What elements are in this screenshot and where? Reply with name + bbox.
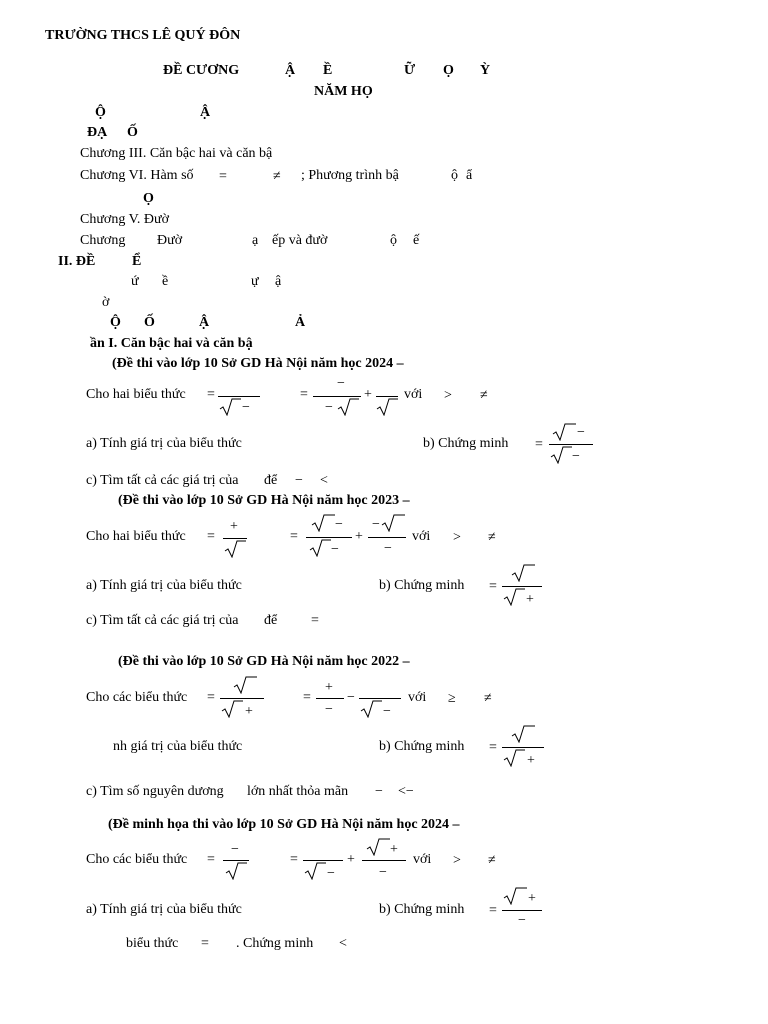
problem-1-part-c: c) Tìm tất cả các giá trị của [86, 473, 239, 488]
problem-3-part-a: nh giá trị của biểu thức [113, 739, 243, 754]
problem-1-sym-2: − [242, 400, 250, 415]
problem-1-with: với [404, 387, 423, 402]
problem-3-sym-4: + [325, 680, 333, 695]
problem-4-sym-4: − [327, 866, 335, 881]
problem-1-part-a: a) Tính giá trị của biểu thức [86, 436, 242, 451]
sqrt-sign-icon [511, 725, 535, 743]
sqrt-sign-icon [304, 862, 326, 880]
doc-title-3: Ề [323, 63, 333, 78]
sqrt-sign-icon [503, 588, 525, 606]
problem-1-part-b: b) Chứng minh [423, 436, 509, 451]
problem-1-sym-3: = [300, 387, 308, 402]
sqrt-sign-icon [552, 423, 576, 441]
problem-2-sym-3: = [290, 529, 298, 544]
fraction-bar [223, 860, 249, 861]
chapter-6-c: ộ [451, 168, 458, 183]
problem-2-sym-9: > [453, 530, 461, 545]
problem-4-part-c: biểu thức [126, 936, 179, 951]
problem-1-b-sym-3: − [572, 449, 580, 464]
problem-4-sym-1: = [207, 852, 215, 867]
doc-subtitle: NĂM HỌ [314, 84, 373, 99]
problem-1-sym-1: = [207, 387, 215, 402]
problem-2-source: (Đề thi vào lớp 10 Sở GD Hà Nội năm học 2023 – [118, 493, 410, 508]
problem-4-sym-9: ≠ [488, 853, 496, 868]
problem-3-c-tail: lớn nhất thỏa mãn [247, 784, 349, 799]
problem-3-sym-7: − [383, 704, 391, 719]
sqrt-sign-icon [550, 446, 572, 464]
fraction-bar [223, 538, 247, 539]
fraction-bar [502, 586, 542, 587]
problem-1-sym-6: + [364, 387, 372, 402]
part2-line-b: ề [162, 274, 169, 289]
problem-4-part-a: a) Tính giá trị của biểu thức [86, 902, 242, 917]
fraction-bar [218, 396, 260, 397]
problem-4-part-b: b) Chứng minh [379, 902, 465, 917]
problem-3-with: với [408, 690, 427, 705]
problem-3-part-c: c) Tìm số nguyên dương [86, 784, 224, 799]
problem-3-sym-8: ≥ [448, 691, 456, 706]
problem-3-sym-5: − [325, 702, 333, 717]
sqrt-sign-icon [219, 398, 241, 416]
problem-3-b-sym-2: + [527, 753, 535, 768]
problem-2-with: với [412, 529, 431, 544]
algebra-heading-a: ĐẠ [87, 125, 108, 140]
sqrt-sign-icon [233, 676, 257, 694]
problem-2-sym-10: ≠ [488, 530, 496, 545]
doc-title-1: ĐỀ CƯƠNG [163, 63, 240, 78]
part2-sub-b: Ố [144, 315, 155, 330]
problem-4-b-sym-3: − [518, 913, 526, 928]
chapter-6-eq: = [219, 169, 227, 184]
problem-4-b-sym-1: = [489, 903, 497, 918]
fraction-bar [306, 537, 352, 538]
fraction-bar [316, 698, 344, 699]
geometry-heading: Ọ [143, 191, 154, 206]
part2-heading-a: II. ĐỀ [58, 254, 96, 269]
part2-heading-b: Ể [132, 254, 142, 269]
sqrt-sign-icon [311, 514, 335, 532]
sqrt-sign-icon [221, 700, 243, 718]
sqrt-sign-icon [366, 838, 390, 856]
problem-4-sym-3: = [290, 852, 298, 867]
fraction-bar [502, 747, 544, 748]
algebra-heading-b: Ố [127, 125, 138, 140]
chapter-line-d: ếp và đườ [272, 233, 328, 248]
part2-sub-a: Ộ [110, 315, 121, 330]
chapter-6: Chương VI. Hàm số [80, 168, 194, 183]
problem-2-b-sym-1: = [489, 579, 497, 594]
sqrt-sign-icon [381, 514, 405, 532]
doc-title-4: Ữ [404, 63, 416, 78]
problem-2-sym-2: + [230, 519, 238, 534]
fraction-bar [502, 910, 542, 911]
part2-line-c: ự [251, 274, 259, 289]
sqrt-sign-icon [511, 564, 535, 582]
problem-1-sym-4: − [337, 376, 345, 391]
doc-title-2: Ậ [285, 63, 296, 78]
problem-4-given: Cho các biểu thức [86, 852, 188, 867]
problem-4-sym-8: > [453, 853, 461, 868]
chapter-6-b: ; Phương trình bậ [301, 168, 399, 183]
problem-2-part-c: c) Tìm tất cả các giá trị của [86, 613, 239, 628]
sqrt-sign-icon [503, 749, 525, 767]
part2-line-a: ứ [131, 274, 139, 289]
problem-2-c-tail: để [264, 613, 278, 628]
fraction-bar [362, 860, 406, 861]
chapter-5: Chương V. Đườ [80, 212, 169, 227]
problem-2-sym-4: − [335, 517, 343, 532]
problem-2-sym-6: + [355, 529, 363, 544]
part1-heading-b: Ậ [200, 105, 211, 120]
problem-3-sym-9: ≠ [484, 691, 492, 706]
problem-2-b-sym-2: + [526, 592, 534, 607]
problem-2-sym-1: = [207, 529, 215, 544]
problem-4-c-sym-2: < [339, 936, 347, 951]
school-name: TRƯỜNG THCS LÊ QUÝ ĐÔN [45, 28, 241, 43]
problem-3-sym-3: = [303, 690, 311, 705]
chapter-line-c: ạ [252, 233, 259, 248]
chapter-6-neq: ≠ [273, 169, 281, 184]
problem-4-c-tail: . Chứng minh [236, 936, 314, 951]
problem-3-sym-2: + [245, 704, 253, 719]
fraction-bar [313, 396, 361, 397]
problem-4-sym-6: + [390, 842, 398, 857]
problem-4-b-sym-2: + [528, 891, 536, 906]
fraction-bar [368, 537, 406, 538]
problem-1-sym-5: − [325, 400, 333, 415]
problem-2-part-b: b) Chứng minh [379, 578, 465, 593]
problem-3-c-sym-2: <− [398, 784, 414, 799]
fraction-bar [376, 396, 398, 397]
chapter-3: Chương III. Căn bậc hai và căn bậ [80, 146, 273, 161]
part1-heading-a: Ộ [95, 105, 106, 120]
section-heading: ần I. Căn bậc hai và căn bậ [90, 336, 253, 351]
problem-1-c-tail: để [264, 473, 278, 488]
part2-line-e: ờ [102, 295, 110, 310]
chapter-line-e: ộ [390, 233, 397, 248]
problem-2-sym-7: − [372, 517, 380, 532]
problem-1-b-sym-2: − [577, 425, 585, 440]
problem-1-c-sym-1: − [295, 473, 303, 488]
chapter-line-a: Chương [80, 233, 126, 248]
doc-title-5: Ọ [443, 63, 454, 78]
fraction-bar [359, 698, 401, 699]
problem-4-sym-7: − [379, 865, 387, 880]
problem-3-given: Cho các biểu thức [86, 690, 188, 705]
problem-2-sym-5: − [331, 542, 339, 557]
problem-4-sym-2: − [231, 842, 239, 857]
problem-1-sym-8: ≠ [480, 388, 488, 403]
sqrt-sign-icon [360, 700, 382, 718]
sqrt-sign-icon [225, 862, 247, 880]
part2-line-d: ậ [275, 274, 282, 289]
part2-sub-d: Ả [295, 315, 306, 330]
chapter-line-b: Đườ [157, 233, 183, 248]
problem-4-sym-5: + [347, 852, 355, 867]
fraction-bar [303, 860, 343, 861]
sqrt-sign-icon [224, 540, 246, 558]
fraction-bar [549, 444, 593, 445]
problem-1-c-sym-2: < [320, 473, 328, 488]
problem-4-with: với [413, 852, 432, 867]
sqrt-sign-icon [337, 398, 359, 416]
sqrt-sign-icon [503, 887, 527, 905]
problem-3-part-b: b) Chứng minh [379, 739, 465, 754]
chapter-6-d: ẩ [466, 168, 473, 183]
problem-2-given: Cho hai biểu thức [86, 529, 186, 544]
doc-title-6: Ỳ [480, 63, 491, 78]
problem-2-c-sym-1: = [311, 613, 319, 628]
part2-sub-c: Ậ [199, 315, 210, 330]
problem-3-sym-6: − [347, 690, 355, 705]
problem-1-given: Cho hai biểu thức [86, 387, 186, 402]
chapter-line-f: ế [413, 233, 420, 248]
problem-1-source: (Đề thi vào lớp 10 Sở GD Hà Nội năm học 2024 – [112, 356, 404, 371]
sqrt-sign-icon [309, 539, 331, 557]
problem-3-b-sym-1: = [489, 740, 497, 755]
problem-4-c-sym-1: = [201, 936, 209, 951]
problem-2-part-a: a) Tính giá trị của biểu thức [86, 578, 242, 593]
problem-3-sym-1: = [207, 690, 215, 705]
problem-3-c-sym-1: − [375, 784, 383, 799]
problem-4-source: (Đề minh họa thi vào lớp 10 Sở GD Hà Nội năm học 2024 – [108, 817, 460, 832]
problem-2-sym-8: − [384, 541, 392, 556]
fraction-bar [220, 698, 264, 699]
problem-1-b-sym-1: = [535, 437, 543, 452]
problem-1-sym-7: > [444, 388, 452, 403]
problem-3-source: (Đề thi vào lớp 10 Sở GD Hà Nội năm học 2022 – [118, 654, 410, 669]
sqrt-sign-icon [376, 398, 398, 416]
